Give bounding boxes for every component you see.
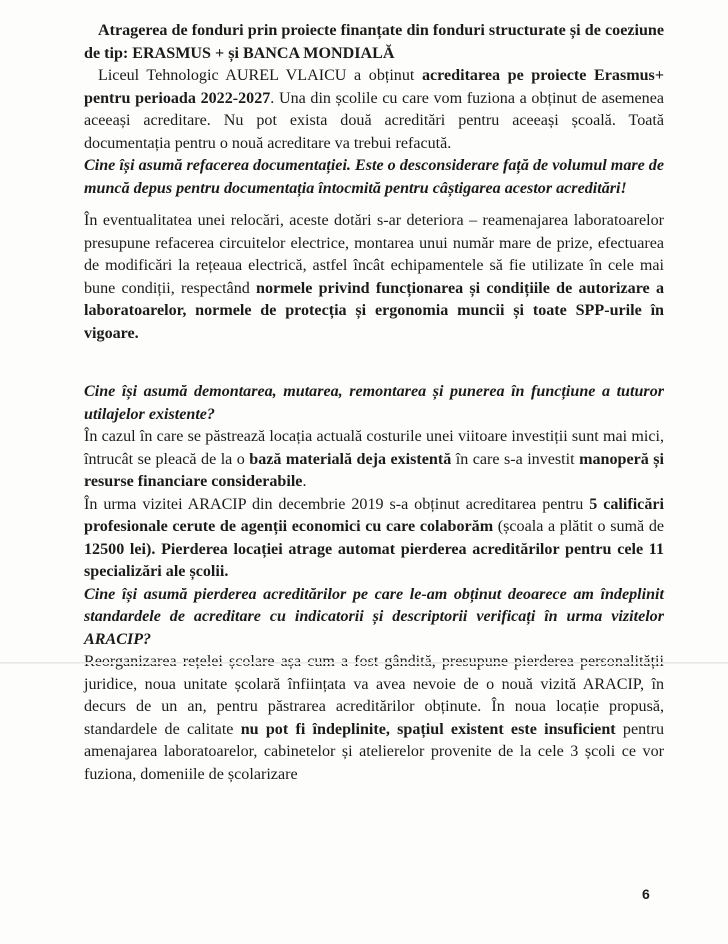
paragraph-current-location	[84, 426, 664, 494]
question-text: Cine își asumă refacerea documentației.	[84, 157, 351, 174]
paragraph-text: . Una din școlile cu care vom fuziona a obținut de asemenea aceeași acreditare. Nu pot exista două acreditări pentru aceeași școală. Toată documentația pentru o nouă acreditare va trebui refacută.	[84, 89, 664, 152]
paragraph-bold-text: 12500 lei). Pierderea locației atrage automat pierderea acreditărilor pentru cele 11 specializări ale școlii.	[84, 540, 664, 580]
paragraph-bold-text: acreditarea pe proiecte Erasmus+ pentru perioada 2022-2027	[84, 67, 664, 107]
paragraph-erasmus-accreditation	[84, 65, 664, 155]
paragraph-text: în care s-a investit	[451, 450, 580, 468]
paragraph-text: Liceul Tehnologic AUREL VLAICU a obținut	[98, 67, 422, 84]
section-title: Atragerea de fonduri prin proiecte finanțate din fonduri structurate și de coeziune de tip: ERASMUS + și BANCA MONDIALĂ	[84, 22, 664, 62]
paragraph-reorganization	[84, 651, 664, 786]
paragraph-text: În eventualitatea unei relocări, aceste dotări s-ar deteriora – reamenajarea laboratoarelor presupune refacerea circuitelor electrice, montarea unui număr mare de prize, efectuarea de modificări la rețeaua electrică, astfel încât echipamentele să fie utilizate în cele mai bune condiții, respectând	[84, 212, 664, 297]
paragraph-bold-text: manoperă și resurse financiare considerabile	[84, 450, 664, 490]
paragraph-text: .	[302, 473, 307, 490]
question-documentation	[84, 155, 664, 200]
paragraph-text: pentru amenajarea laboratoarelor, cabinetelor și atelierelor provenite de la cele 3 școli ce vor fuziona, domeniile de școlarizare	[84, 720, 665, 783]
paragraph-bold-text: bază materială deja existentă	[249, 450, 452, 468]
question-equipment: Cine își asumă demontarea, mutarea, remontarea și punerea în funcțiune a tuturor utilajelor existente?	[84, 383, 664, 423]
paragraph-text: juridice, noua unitate școlară înființata va avea nevoie de o nouă vizită ARACIP, în decurs de un an, pentru păstrarea acreditărilor obținute. În noua locație propusă, standardele de calitate	[84, 675, 664, 738]
paragraph-text: În cazul în care se păstrează locația actuală costurile unei viitoare investiții sunt mai mici, întrucât se pleacă de la o	[84, 428, 664, 468]
question-text: Este o desconsiderare față de volumul mare de muncă depus pentru documentația întocmită pentru câștigarea acestor acreditări!	[84, 157, 664, 197]
paragraph-aracip-visit	[84, 494, 664, 584]
paragraph-relocation	[84, 210, 664, 345]
paragraph-text: (școala a plătit o sumă de	[493, 518, 665, 535]
paragraph-bold-text: normele privind funcționarea și condițiile de autorizare a laboratoarelor, normele de protecția și ergonomia muncii și toate SPP-urile în vigoare.	[84, 279, 664, 342]
page-number: 6	[642, 886, 650, 902]
document-body	[84, 20, 664, 786]
question-accreditation-loss: Cine își asumă pierderea acreditărilor pe care le-am obținut deoarece am îndeplinit standardele de acreditare cu indicatorii și descriptorii verificați în urma vizitelor ARACIP?	[84, 585, 664, 648]
paragraph-bold-text: 5 calificări profesionale cerute de agenții economici cu care colaborăm	[84, 495, 664, 535]
paragraph-text: În urma vizitei ARACIP din decembrie 2019 s-a obținut acreditarea pentru	[84, 495, 590, 513]
page-fold-line	[0, 662, 728, 664]
paragraph-bold-text: nu pot fi îndeplinite, spațiul existent este insuficient	[240, 720, 616, 738]
